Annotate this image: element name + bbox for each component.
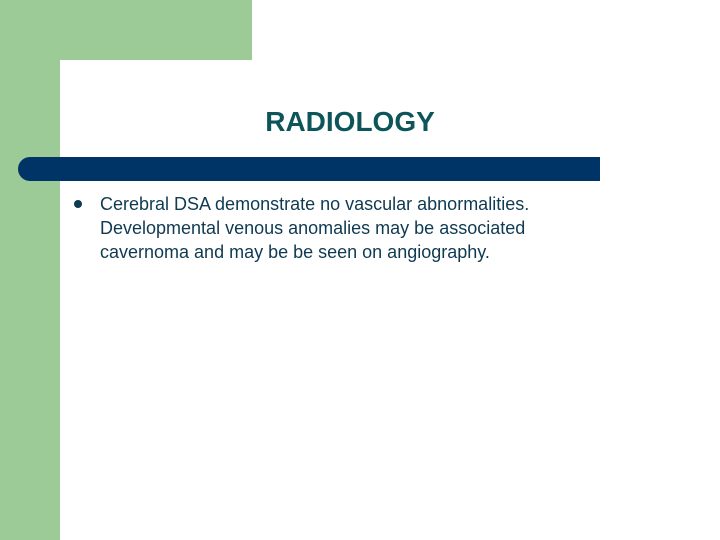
- decorative-green-left-strip: [0, 0, 60, 540]
- bullet-list: [72, 192, 592, 264]
- bullet-text: Cerebral DSA demonstrate no vascular abnormalities. Developmental venous anomalies may be associated cavernoma and may be be seen on angiography.: [100, 194, 530, 262]
- title-underline-bar: [18, 157, 600, 181]
- bullet-dot-icon: [74, 200, 82, 208]
- slide-title: RADIOLOGY: [265, 106, 435, 137]
- bullet-item: [72, 192, 592, 264]
